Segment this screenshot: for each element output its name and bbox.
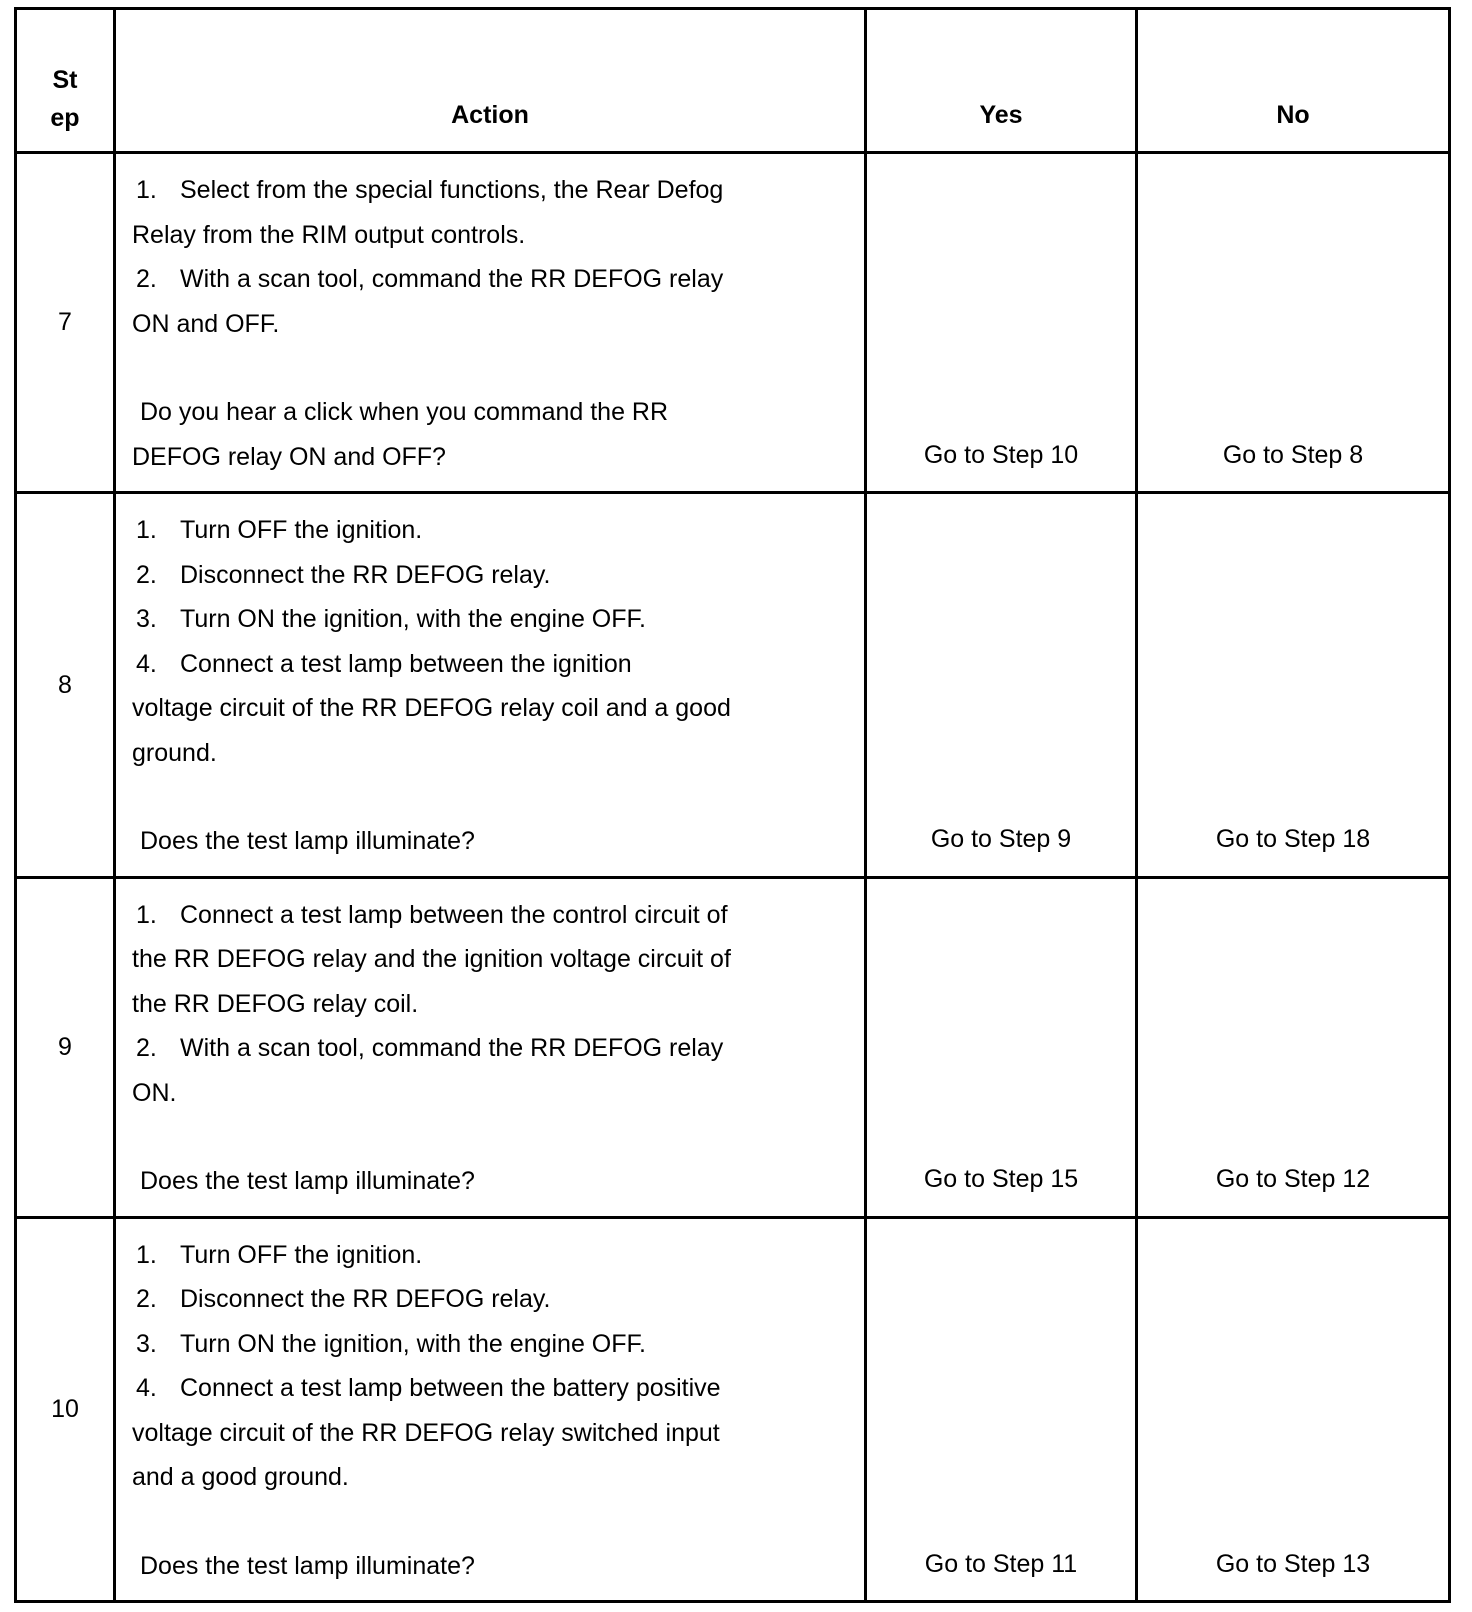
action-line <box>132 597 848 642</box>
action-step-number: 2. <box>136 560 157 589</box>
action-step-number: 3. <box>136 605 157 633</box>
step-number: 10 <box>16 1217 115 1602</box>
action-line <box>132 508 848 553</box>
action-line <box>132 553 848 598</box>
question-text: DEFOG relay ON and OFF? <box>132 442 446 471</box>
action-line <box>132 257 848 302</box>
table-row <box>16 493 1450 878</box>
spacer <box>132 1500 848 1544</box>
action-line <box>132 937 848 982</box>
action-step-number: 1. <box>136 516 157 544</box>
question-text: Does the test lamp illuminate? <box>140 1551 475 1580</box>
action-text: With a scan tool, command the RR DEFOG relay <box>180 1034 724 1062</box>
spacer <box>132 775 848 819</box>
action-line <box>132 1277 848 1322</box>
question-text: Does the test lamp illuminate? <box>140 1167 475 1195</box>
header-row <box>16 9 1450 153</box>
action-line <box>132 302 848 347</box>
action-cell <box>115 493 866 878</box>
action-step-number: 2. <box>136 265 157 293</box>
action-text: the RR DEFOG relay coil. <box>132 989 419 1018</box>
action-line <box>132 642 848 687</box>
action-text: voltage circuit of the RR DEFOG relay coil and a good <box>132 694 731 722</box>
action-step-number: 2. <box>136 1034 157 1062</box>
action-text: Turn ON the ignition, with the engine OFF. <box>180 605 646 633</box>
action-text: Turn OFF the ignition. <box>180 1240 423 1269</box>
no-result: Go to Step 8 <box>1137 153 1450 493</box>
action-step-number: 4. <box>136 649 157 678</box>
yes-result: Go to Step 10 <box>866 153 1137 493</box>
step-number: 9 <box>16 877 115 1217</box>
action-text: ground. <box>132 738 217 767</box>
yes-result: Go to Step 9 <box>866 493 1137 878</box>
no-result: Go to Step 13 <box>1137 1217 1450 1602</box>
no-result: Go to Step 18 <box>1137 493 1450 878</box>
yes-result: Go to Step 15 <box>866 877 1137 1217</box>
action-text: Select from the special functions, the Rear Defog <box>180 176 724 204</box>
action-text: Turn ON the ignition, with the engine OFF. <box>180 1329 646 1358</box>
action-text: Disconnect the RR DEFOG relay. <box>180 560 551 589</box>
action-line <box>132 686 848 731</box>
action-text: Disconnect the RR DEFOG relay. <box>180 1285 551 1313</box>
action-line <box>132 168 848 213</box>
yes-column-header: Yes <box>866 9 1137 153</box>
action-line <box>132 982 848 1027</box>
step-header-line-1: St <box>52 66 78 94</box>
action-text: and a good ground. <box>132 1463 349 1491</box>
table-row <box>16 877 1450 1217</box>
step-header-line-2: ep <box>50 104 80 132</box>
diagnostic-table <box>14 7 1451 1603</box>
no-column-header: No <box>1137 9 1450 153</box>
action-line <box>132 1411 848 1456</box>
action-line <box>132 1071 848 1116</box>
action-line <box>132 1026 848 1071</box>
action-text: Connect a test lamp between the control circuit of <box>180 900 728 929</box>
step-number: 8 <box>16 493 115 878</box>
action-line <box>132 1366 848 1411</box>
action-text: Relay from the RIM output controls. <box>132 220 526 249</box>
action-step-number: 1. <box>136 1240 157 1269</box>
action-column-header: Action <box>115 9 866 153</box>
action-text: Connect a test lamp between the battery positive <box>180 1374 721 1402</box>
action-text: Turn OFF the ignition. <box>180 516 423 544</box>
action-step-number: 1. <box>136 176 157 204</box>
action-line <box>132 731 848 776</box>
action-cell <box>115 1217 866 1602</box>
action-text: the RR DEFOG relay and the ignition voltage circuit of <box>132 945 731 973</box>
table-row <box>16 153 1450 493</box>
action-text: ON and OFF. <box>132 309 280 338</box>
question-text: Does the test lamp illuminate? <box>140 827 475 855</box>
action-line <box>132 893 848 938</box>
action-text: With a scan tool, command the RR DEFOG relay <box>180 265 724 293</box>
action-text: Connect a test lamp between the ignition <box>180 649 632 678</box>
action-step-number: 3. <box>136 1329 157 1358</box>
step-number: 7 <box>16 153 115 493</box>
spacer <box>132 1115 848 1159</box>
table-row <box>16 1217 1450 1602</box>
action-text: voltage circuit of the RR DEFOG relay switched input <box>132 1418 720 1447</box>
action-cell <box>115 153 866 493</box>
action-cell <box>115 877 866 1217</box>
action-step-number: 1. <box>136 900 157 929</box>
yes-result: Go to Step 11 <box>866 1217 1137 1602</box>
action-line <box>132 213 848 258</box>
action-line <box>132 1322 848 1367</box>
action-step-number: 4. <box>136 1374 157 1402</box>
no-result: Go to Step 12 <box>1137 877 1450 1217</box>
question-text: Do you hear a click when you command the RR <box>140 398 669 426</box>
step-column-header <box>16 9 115 153</box>
spacer <box>132 346 848 390</box>
action-line <box>132 1455 848 1500</box>
action-text: ON. <box>132 1078 177 1107</box>
action-step-number: 2. <box>136 1285 157 1313</box>
action-line <box>132 1233 848 1278</box>
